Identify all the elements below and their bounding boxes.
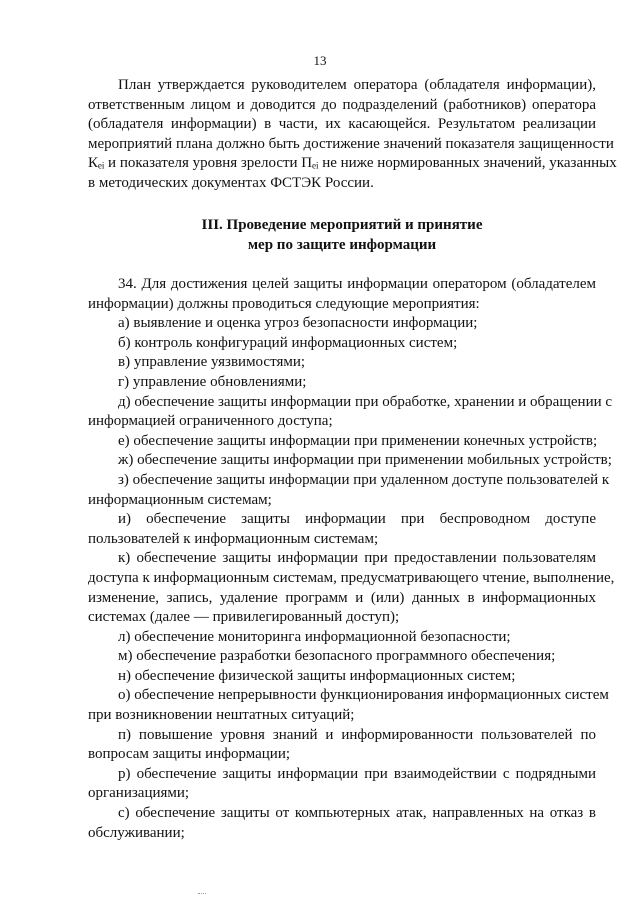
- text-line: 34. Для достижения целей защиты информации оператором (обладателем: [118, 276, 596, 292]
- section-heading: [88, 215, 596, 255]
- list-item: п) повышение уровня знаний и информированности пользователей по: [118, 726, 596, 743]
- text-line: доступа к информационным системам, предусматривающего чтение, выполнение,: [88, 569, 615, 586]
- list-item: б) контроль конфигураций информационных систем;: [118, 334, 458, 351]
- page-number: 13: [313, 53, 327, 68]
- list-item: о) обеспечение непрерывности функционирования информационных систем: [118, 687, 609, 704]
- list-item: д) обеспечение защиты информации при обработке, хранении и обращении с: [118, 393, 613, 410]
- list-item: г) управление обновлениями;: [118, 373, 307, 390]
- list-item: к) обеспечение защиты информации при предоставлении пользователям: [118, 550, 596, 567]
- text-line: изменение, запись, удаление программ и (или) данных в информационных: [88, 589, 596, 606]
- text-line: План утверждается руководителем оператора (обладателя информации),: [118, 77, 596, 93]
- list-item: р) обеспечение защиты информации при взаимодействии с подрядными: [118, 765, 596, 782]
- list-item: ж) обеспечение защиты информации при применении мобильных устройств;: [118, 452, 612, 469]
- list-item: в) управление уязвимостями;: [118, 354, 306, 371]
- text-line: системах (далее — привилегированный доступ);: [88, 609, 400, 626]
- list-item: а) выявление и оценка угроз безопасности информации;: [118, 315, 478, 332]
- list-item: з) обеспечение защиты информации при удаленном доступе пользователей к: [118, 471, 610, 488]
- text-line: информации) должны проводиться следующие мероприятия:: [88, 295, 480, 312]
- body-text: [88, 275, 615, 843]
- text-line: в методических документах ФСТЭК России.: [88, 174, 374, 191]
- text-line: (обладателя информации) в части, их касающейся. Результатом реализации: [88, 116, 596, 133]
- text-line: ответственным лицом и доводится до подразделений (работников) оператора: [88, 96, 596, 113]
- text-line: мероприятий плана должно быть достижение значений показателя защищенности: [88, 135, 614, 152]
- list-item: н) обеспечение физической защиты информационных систем;: [118, 667, 516, 684]
- text-line: при возникновении нештатных ситуаций;: [88, 707, 355, 724]
- section-heading-line: III. Проведение мероприятий и принятие: [201, 217, 483, 233]
- scan-artifact: [198, 893, 206, 896]
- text-line: пользователей к информационным системам;: [88, 530, 379, 547]
- text-line: вопросам защиты информации;: [88, 746, 291, 763]
- text-line: организациями;: [88, 785, 190, 802]
- text-line: информационным системам;: [88, 491, 272, 508]
- text-line: Кₑᵢ и показателя уровня зрелости Пₑᵢ не ниже нормированных значений, указанных: [88, 155, 617, 172]
- list-item: м) обеспечение разработки безопасного программного обеспечения;: [118, 648, 556, 665]
- text-line: информацией ограниченного доступа;: [88, 413, 333, 430]
- intro-paragraph: [88, 76, 617, 194]
- list-item: с) обеспечение защиты от компьютерных атак, направленных на отказ в: [118, 805, 596, 822]
- list-item: е) обеспечение защиты информации при применении конечных устройств;: [118, 432, 598, 449]
- list-item: л) обеспечение мониторинга информационной безопасности;: [118, 628, 511, 645]
- list-item: и) обеспечение защиты информации при беспроводном доступе: [118, 511, 596, 528]
- text-line: обслуживании;: [88, 824, 185, 841]
- section-heading-line: мер по защите информации: [247, 237, 437, 253]
